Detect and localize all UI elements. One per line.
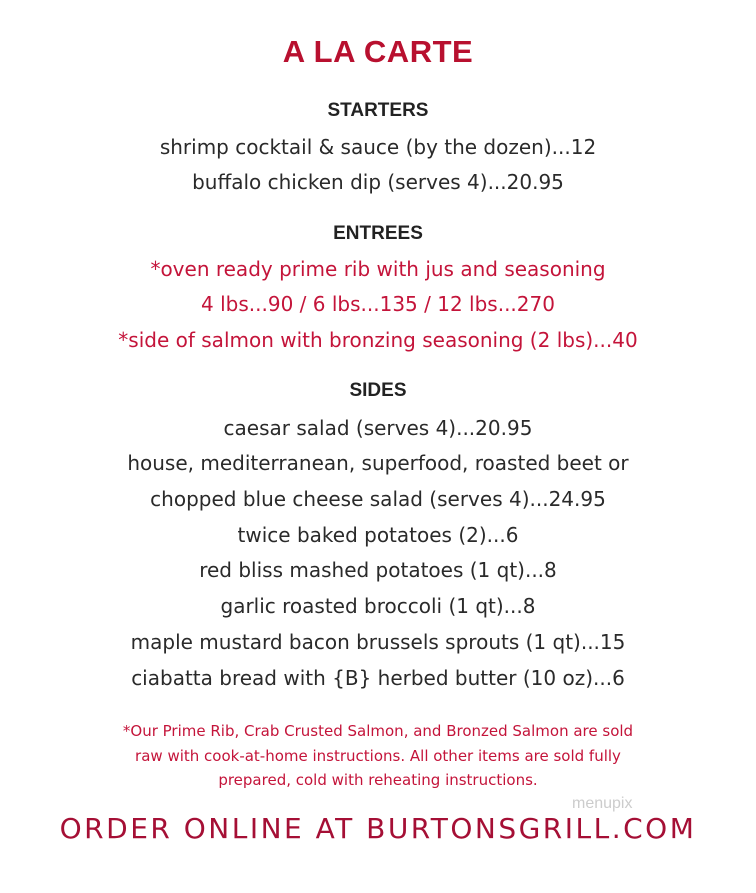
footnote-line: *Our Prime Rib, Crab Crusted Salmon, and Bronzed Salmon are sold <box>122 722 634 740</box>
side-item: red bliss mashed potatoes (1 qt)...8 <box>199 558 557 582</box>
entree-item: *side of salmon with bronzing seasoning (2 lbs)...40 <box>118 328 638 352</box>
starters-heading: STARTERS <box>327 100 429 121</box>
side-item: caesar salad (serves 4)...20.95 <box>223 416 533 440</box>
starter-item: buffalo chicken dip (serves 4)...20.95 <box>192 170 564 194</box>
side-item: ciabatta bread with {B} herbed butter (10 oz)...6 <box>131 666 625 690</box>
side-item: twice baked potatoes (2)...6 <box>237 523 519 547</box>
entree-item: 4 lbs...90 / 6 lbs...135 / 12 lbs...270 <box>201 292 555 316</box>
footnote-line: raw with cook-at-home instructions. All other items are sold fully <box>135 747 621 765</box>
entree-item: *oven ready prime rib with jus and seasoning <box>150 257 606 281</box>
side-item: garlic roasted broccoli (1 qt)...8 <box>220 594 536 618</box>
side-item: maple mustard bacon brussels sprouts (1 qt)...15 <box>130 630 626 654</box>
side-item: chopped blue cheese salad (serves 4)...24.95 <box>150 487 606 511</box>
entrees-heading: ENTREES <box>333 223 423 244</box>
footnote-line: prepared, cold with reheating instructions. <box>218 771 538 789</box>
order-online-link[interactable]: ORDER ONLINE AT BURTONSGRILL.COM <box>59 812 697 845</box>
watermark: menupix <box>572 795 633 812</box>
sides-heading: SIDES <box>349 380 407 401</box>
starter-item: shrimp cocktail & sauce (by the dozen)...12 <box>159 135 597 159</box>
page-title: A LA CARTE <box>282 34 474 69</box>
side-item: house, mediterranean, superfood, roasted beet or <box>127 451 629 475</box>
